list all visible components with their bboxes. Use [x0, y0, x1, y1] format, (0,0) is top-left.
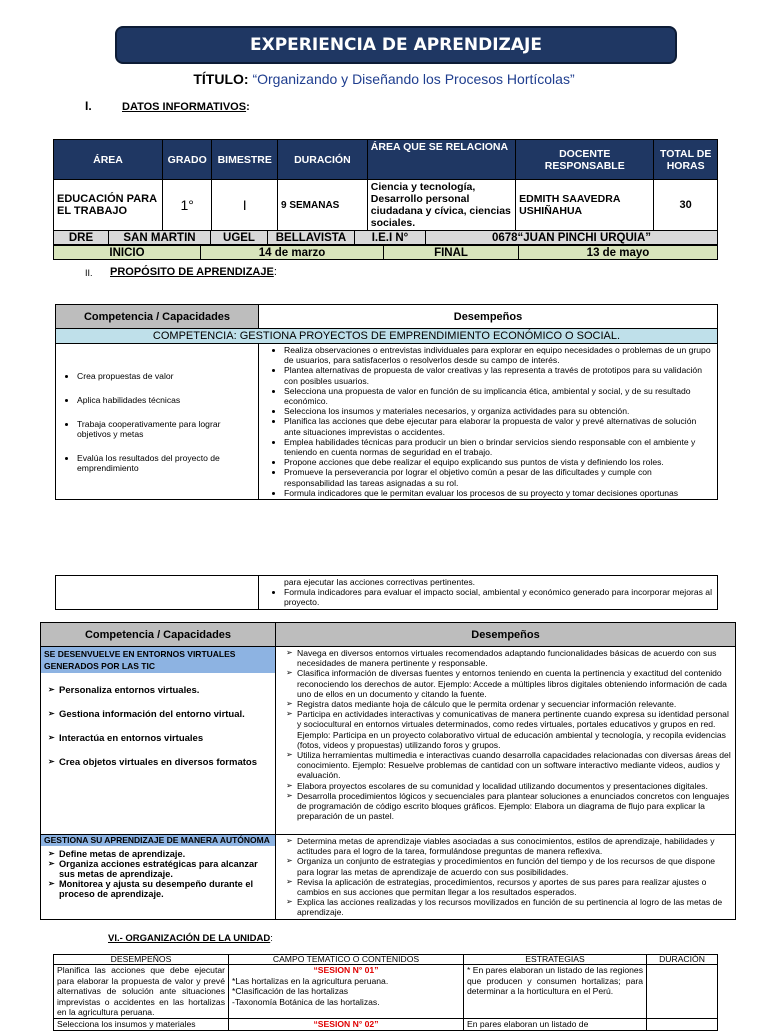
title-value: “Organizando y Diseñando los Procesos Hortícolas”: [252, 71, 575, 87]
org-row1-duracion: [647, 965, 718, 1019]
auto-desempeno-item: ➢ Organiza un conjunto de estrategias y procedimientos en función del tiempo y de los recursos de que dispone para lograr las metas de aprendizaje de acuerdo con sus posibilidades.: [297, 856, 732, 876]
cell-grado: 1°: [162, 180, 211, 231]
competencia-emprendimiento-table: [55, 304, 718, 500]
competencia-tic-table: [40, 622, 736, 920]
comp1-cap-item: • Aplica habilidades técnicas: [77, 395, 255, 405]
comp1-desempeno-item: • Selecciona los insumos y materiales necesarios, y organiza actividades para su obtención.: [284, 406, 714, 416]
auto-desempeno-item: ➢ Determina metas de aprendizaje viables asociadas a sus conocimientos, estilos de aprendizaje, habilidades y actitudes para el logro de la tarea, formulándose preguntas de manera reflexiva.: [297, 836, 732, 856]
iei-label: I.E.I N°: [355, 231, 426, 245]
inicio-label: INICIO: [54, 246, 201, 260]
org-header-estrategias: ESTRATEGIAS: [464, 955, 647, 965]
comp2-auto-capacidades-cell: [41, 835, 276, 920]
tic-desempeno-item: ➢ Navega en diversos entornos virtuales recomendados adaptando funcionalidades básicas de acuerdo con sus necesidades de manera pertinente y responsable.: [297, 648, 732, 668]
org-row2-estrategia: En pares elaboran un listado de: [464, 1019, 647, 1031]
comp2-header-capacidades: Competencia / Capacidades: [41, 623, 276, 647]
org-row1-sesion: “SESION N° 01”: [313, 965, 379, 975]
cell-docente: EDMITH SAAVEDRA USHIÑAHUA: [516, 180, 654, 231]
org-row2-sesion: “SESION N° 02”: [229, 1019, 464, 1031]
section-2-number: II.: [85, 268, 93, 278]
ugel-value: BELLAVISTA: [268, 231, 355, 245]
tic-cap-item: ➢ Crea objetos virtuales en diversos formatos: [59, 757, 275, 768]
comp1-desempeno-item: • Emplea habilidades técnicas para producir un bien o brindar servicios siendo responsable con el ambiente y teniendo en cuenta normas de seguridad en el trabajo.: [284, 437, 714, 457]
col-grado: GRADO: [162, 140, 211, 180]
section-1-colon: :: [246, 101, 250, 113]
section-1-label: DATOS INFORMATIVOS: [122, 101, 247, 113]
tic-cap-item: ➢ Interactúa en entornos virtuales: [59, 733, 275, 744]
comp1-desempeno-item: • Realiza observaciones o entrevistas individuales para explorar en equipo necesidades o problemas de un grupo de usuarios, para satisfacerlos o resolverlos desde su campo de interés.: [284, 345, 714, 365]
comp1-title: COMPETENCIA: GESTIONA PROYECTOS DE EMPRENDIMIENTO ECONÓMICO O SOCIAL.: [56, 329, 718, 344]
page-banner: EXPERIENCIA DE APRENDIZAJE: [115, 26, 677, 64]
col-area: ÁREA: [54, 140, 163, 180]
document-title: [0, 71, 768, 87]
comp1-header-desempenos: Desempeños: [259, 305, 718, 329]
final-value: 13 de mayo: [519, 246, 718, 260]
section-2-heading: [110, 266, 277, 278]
col-duracion: DURACIÓN: [278, 140, 368, 180]
section-1-heading: [122, 101, 250, 113]
section-2-colon: :: [273, 266, 277, 278]
organizacion-table: [53, 954, 718, 1031]
dre-label: DRE: [54, 231, 109, 245]
competencia-continuation-table: [55, 575, 718, 610]
section-1-number: I.: [85, 99, 92, 113]
cont-desempeno-item: • Formula indicadores para evaluar el impacto social, ambiental y económico generado para incorporar mejoras al proyecto.: [284, 587, 714, 607]
fechas-table: [53, 245, 718, 260]
auto-desempeno-item: ➢ Explica las acciones realizadas y los recursos movilizados en función de su pertinencia al logro de las metas de aprendizaje.: [297, 897, 732, 917]
section-2-label: PROPÓSITO DE APRENDIZAJE: [110, 266, 274, 278]
comp2-header-desempenos: Desempeños: [276, 623, 736, 647]
tic-desempeno-item: ➢ Utiliza herramientas multimedia e interactivas cuando desarrolla capacidades relacionadas con diversas áreas del conocimiento. Ejemplo: Resuelve problemas de cantidad con un software interactivo mediante videos, audios y evaluación.: [297, 750, 732, 781]
org-row1-contenido-item: -Taxonomía Botánica de las hortalizas.: [232, 996, 380, 1007]
auto-cap-item: ➢ Organiza acciones estratégicas para alcanzar sus metas de aprendizaje.: [59, 859, 275, 879]
tic-cap-item: ➢ Personaliza entornos virtuales.: [59, 685, 275, 696]
cell-area: EDUCACIÓN PARA EL TRABAJO: [54, 180, 163, 231]
cell-bimestre: I: [212, 180, 278, 231]
comp1-header-capacidades: Competencia / Capacidades: [56, 305, 259, 329]
org-header-duracion: DURACIÓN: [647, 955, 718, 965]
org-header-contenidos: CAMPO TEMATICO O CONTENIDOS: [229, 955, 464, 965]
section-6-label: VI.- ORGANIZACIÓN DE LA UNIDAD: [108, 933, 271, 944]
title-label: TÍTULO:: [193, 71, 249, 87]
cell-horas: 30: [654, 180, 718, 231]
cont-empty-cell: [56, 576, 259, 610]
tic-cap-item: ➢ Gestiona información del entorno virtual.: [59, 709, 275, 720]
col-total-horas: TOTAL DE HORAS: [654, 140, 718, 180]
comp2-tic-capacidades-cell: [41, 647, 276, 835]
auto-cap-item: ➢ Define metas de aprendizaje.: [59, 849, 275, 859]
org-row2-duracion: [647, 1019, 718, 1031]
comp1-cap-item: • Evalúa los resultados del proyecto de emprendimiento: [77, 453, 255, 473]
cell-duracion: 9 SEMANAS: [278, 180, 368, 231]
inicio-value: 14 de marzo: [201, 246, 384, 260]
cell-relaciona: Ciencia y tecnología, Desarrollo personal ciudadana y cívica, ciencias sociales.: [367, 180, 515, 231]
cont-line: para ejecutar las acciones correctivas pertinentes.: [284, 577, 476, 587]
comp1-desempeno-item: • Formula indicadores que le permitan evaluar los procesos de su proyecto y tomar decisiones oportunas: [284, 488, 714, 498]
auto-desempeno-item: ➢ Revisa la aplicación de estrategias, procedimientos, recursos y aportes de sus pares para realizar ajustes o cambios en sus acciones que permitan llegar a los resultados esperados.: [297, 877, 732, 897]
section-6-heading: [108, 933, 273, 944]
tic-desempeno-item: ➢ Desarrolla procedimientos lógicos y secuenciales para plantear soluciones a enunciados concretos con lenguajes de programación de código escrito bloques gráficos. Ejemplo: Elabora un diagrama de flujo para explicar la preparación de un pastel.: [297, 791, 732, 822]
iei-value: 0678“JUAN PINCHI URQUIA”: [426, 231, 718, 245]
org-row1-desempeno: Planifica las acciones que debe ejecutar para elaborar la propuesta de valor y prevé alternativas de solución ante situaciones imprevistas o accidentes en las hortalizas en la agricultura peruana.: [54, 965, 229, 1019]
auto-cap-item: ➢ Monitorea y ajusta su desempeño durante el proceso de aprendizaje.: [59, 879, 275, 899]
tic-desempeno-item: ➢ Clasifica información de diversas fuentes y entornos teniendo en cuenta la pertinencia y exactitud del contenido reconociendo los derechos de autor. Ejemplo: Accede a múltiples libros digitales obteniendo información de cada uno de ellos en un documento y citando la fuente.: [297, 668, 732, 699]
org-header-desempenos: DESEMPEÑOS: [54, 955, 229, 965]
tic-desempeno-item: ➢ Registra datos mediante hoja de cálculo que le permita ordenar y secuenciar información relevante.: [297, 699, 732, 709]
section-6-colon: :: [270, 933, 273, 944]
col-area-relaciona: ÁREA QUE SE RELACIONA: [367, 140, 515, 180]
tic-competencia-title: SE DESENVUELVE EN ENTORNOS VIRTUALES GENERADOS POR LAS TIC: [41, 647, 275, 673]
ugel-label: UGEL: [211, 231, 268, 245]
comp2-tic-desempenos-cell: [276, 647, 736, 835]
tic-desempeno-item: ➢ Elabora proyectos escolares de su comunidad y localidad utilizando documentos y presentaciones digitales.: [297, 781, 732, 791]
comp1-cap-item: • Trabaja cooperativamente para lograr objetivos y metas: [77, 419, 255, 439]
datos-informativos-table: [53, 139, 718, 231]
ubicacion-table: [53, 230, 718, 245]
org-row1-contenido-item: *Clasificación de las hortalizas: [232, 986, 349, 996]
auto-competencia-title: GESTIONA SU APRENDIZAJE DE MANERA AUTÓNOMA: [41, 835, 275, 846]
comp1-desempeno-item: • Planifica las acciones que debe ejecutar para elaborar la propuesta de valor y prevé alternativas de solución ante situaciones imprevistas o accidentes.: [284, 416, 714, 436]
col-docente: DOCENTE RESPONSABLE: [516, 140, 654, 180]
org-row1-contenidos: [229, 965, 464, 1019]
final-label: FINAL: [384, 246, 519, 260]
col-bimestre: BIMESTRE: [212, 140, 278, 180]
cont-desempenos-cell: [259, 576, 718, 610]
comp1-desempeno-item: • Selecciona una propuesta de valor en función de su implicancia ética, ambiental y social, y de su resultado económico.: [284, 386, 714, 406]
org-row2-desempeno: Selecciona los insumos y materiales: [54, 1019, 229, 1031]
comp1-desempeno-item: • Propone acciones que debe realizar el equipo explicando sus puntos de vista y definiendo los roles.: [284, 457, 714, 467]
dre-value: SAN MARTIN: [109, 231, 211, 245]
comp2-auto-desempenos-cell: [276, 835, 736, 920]
comp1-desempeno-item: • Promueve la perseverancia por lograr el objetivo común a pesar de las dificultades y cumple con responsabilidad las tareas asignadas a su rol.: [284, 467, 714, 487]
comp1-capacidades-cell: [56, 344, 259, 500]
org-row1-estrategia: * En pares elaboran un listado de las regiones que producen y consumen hortalizas; para determinar a la horticultura en el Perú.: [464, 965, 647, 1019]
tic-desempeno-item: ➢ Participa en actividades interactivas y comunicativas de manera pertinente cuando expresa su identidad personal y sociocultural en entornos virtuales determinados, como redes virtuales, portales educativos y grupos en red. Ejemplo: Participa en un proyecto colaborativo virtual de educación ambiental y tecnología, y recopila evidencias (fotos, videos y propuestas) utilizando foros y grupos.: [297, 709, 732, 750]
org-row1-contenido-item: *Las hortalizas en la agricultura peruana.: [232, 975, 389, 986]
comp1-desempeno-item: • Plantea alternativas de propuesta de valor creativas y las representa a través de prototipos para su validación con posibles usuarios.: [284, 365, 714, 385]
comp1-cap-item: • Crea propuestas de valor: [77, 371, 255, 381]
comp1-desempenos-cell: [259, 344, 718, 500]
